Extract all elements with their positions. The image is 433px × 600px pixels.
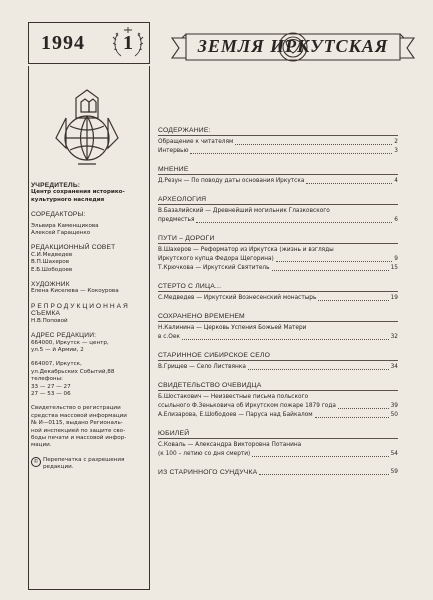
toc-heading: СТАРИННОЕ СИБИРСКОЕ СЕЛО [158,351,398,361]
address-section [31,332,147,354]
imprint-info [31,182,147,479]
toc-entry[interactable]: Д.Резун — По поводу даты основания Иркутска 4 [158,178,398,184]
toc-heading: ПУТИ – ДОРОГИ [158,234,398,244]
page-number: 9 [394,256,398,262]
repro-heading: РЕПРОДУКЦИОННАЯ [31,302,130,310]
toc-entry[interactable]: В.Базалийский — Древнейший могильник Глазковского [158,208,330,214]
toc-heading: АРХЕОЛОГИЯ [158,195,398,205]
coeditors-heading: СОРЕДАКТОРЫ: [31,211,86,219]
toc-section [158,351,398,372]
toc-section [158,195,398,225]
phone-number: 33 — 27 — 27 [31,383,71,390]
registration-line: ной инспекцией по защите сво- [31,427,126,434]
toc-entry[interactable] [158,468,398,477]
phones-label: телефоны: [31,376,63,383]
artist-section [31,281,147,296]
toc-entry[interactable]: Интервью 3 [158,148,398,154]
page-number: 3 [394,148,398,154]
toc-entry[interactable]: С.Коваль — Александра Викторовна Потанина [158,442,302,448]
toc-heading: СОХРАНЕНО ВРЕМЕНЕМ [158,312,398,322]
phone-number: 27 — 53 — 06 [31,390,71,397]
board-heading: РЕДАКЦИОННЫЙ СОВЕТ [31,244,116,252]
page-number: 34 [390,364,398,370]
toc-entry[interactable]: ссыльного Ф.Зеньковича об Иркутском пожаре 1879 года 39 [158,403,398,409]
magazine-title: ЗЕМЛЯ ИРКУТСКАЯ [197,36,389,56]
toc-section [158,165,398,186]
address-heading: АДРЕС РЕДАКЦИИ: [31,332,97,340]
founder-line: Центр сохранения историко- [31,189,125,196]
board-section [31,244,147,274]
table-of-contents [158,126,398,486]
toc-heading: СОДЕРЖАНИЕ: [158,126,398,136]
address2-section [31,361,147,398]
toc-section [158,429,398,459]
toc-section [158,312,398,342]
repro-name: Н.В.Поповой [31,317,68,324]
toc-entry[interactable]: Обращение к читателям 2 [158,139,398,145]
toc-section [158,234,398,273]
copyright-line: Перепечатка с разрешения [43,456,125,463]
toc-entry[interactable]: Иркутского купца Федора Щегорина) 9 [158,256,398,262]
address-line: 664000, Иркутск — центр, [31,339,109,346]
board-member: В.П.Шахеров [31,259,70,266]
toc-entry[interactable]: В.Шахеров — Реформатор из Иркутска (жизнь и взгляды [158,247,334,253]
issue-number: 1 [123,32,133,54]
toc-section [158,468,398,477]
copyright-section [31,457,147,472]
toc-heading: ЮБИЛЕЙ [158,429,398,439]
issue-badge [111,26,145,60]
founder-line: культурного наследия [31,196,105,203]
artist-name: Елена Киселева — Кокоурова [31,288,119,295]
toc-heading: СВИДЕТЕЛЬСТВО ОЧЕВИДЦА [158,381,398,391]
artist-heading: ХУДОЖНИК [31,281,70,289]
toc-entry[interactable]: предместья 6 [158,217,398,223]
title-banner [168,26,418,70]
page-number: 59 [390,469,398,475]
page-number: 6 [394,217,398,223]
page-number: 54 [390,451,398,457]
page-number: 32 [390,334,398,340]
toc-entry[interactable]: Б.Шостакович — Неизвестные письма польского [158,394,309,400]
emblem [48,88,126,168]
coeditor-name: Алексей Гаращенко [31,230,91,237]
toc-entry[interactable]: (к 100 – летию со дня смерти) 54 [158,451,398,457]
registration-section [31,405,147,449]
registration-line: боды печати и массовой инфор- [31,434,127,441]
address2-line: ул.Декабрьских Событий,88 [31,368,115,375]
registration-line: № И—0115, выдано Региональ- [31,420,123,427]
toc-heading: ИЗ СТАРИННОГО СУНДУЧКА [158,469,258,476]
founder-section [31,182,147,204]
toc-entry[interactable]: Н.Калинина — Церковь Успения Божьей Матери [158,325,307,331]
issue-box [28,22,150,64]
copyright-text [43,457,124,472]
imprint-bottom-rule [28,589,150,590]
toc-section [158,381,398,420]
founder-heading: УЧРЕДИТЕЛЬ: [31,182,81,189]
page-number: 50 [390,412,398,418]
board-member: С.И.Медведев [31,251,73,258]
page-number: 2 [394,139,398,145]
toc-section [158,126,398,156]
toc-entry[interactable]: в с.Оек 32 [158,334,398,340]
copyright-line: редакции. [43,464,74,471]
repro-heading-2: СЪЕМКА [31,310,61,318]
board-member: Е.Б.Шободоев [31,266,73,273]
repro-section [31,303,147,325]
toc-entry[interactable]: Т.Крючкова — Иркутский Святитель 15 [158,265,398,271]
toc-heading: МНЕНИЕ [158,165,398,175]
page-number: 4 [394,178,398,184]
address-line: ул.5 — й Армии, 2 [31,346,84,353]
registration-line: средства массовой информации [31,412,127,419]
center-emblem-icon [48,88,126,168]
registration-line: Свидетельство о регистрации [31,405,121,412]
toc-entry[interactable]: С.Медведев — Иркутский Вознесенский монастырь 19 [158,295,398,301]
page-number: 39 [390,403,398,409]
page-number: 15 [390,265,398,271]
registration-line: мации. [31,442,52,449]
toc-heading: СТЕРТО С ЛИЦА... [158,282,398,292]
toc-section [158,282,398,303]
toc-entry[interactable]: А.Елизарова, Е.Шободоев — Паруса над Байкалом 50 [158,412,398,418]
copyright-icon: © [31,457,41,467]
toc-entry[interactable]: В.Грищев — Село Листвянка 34 [158,364,398,370]
address2-line: 664007, Иркутск, [31,361,82,368]
coeditors-section [31,211,147,237]
page-number: 19 [390,295,398,301]
coeditor-name: Эльвира Каменщикова [31,222,99,229]
year: 1994 [41,32,85,54]
